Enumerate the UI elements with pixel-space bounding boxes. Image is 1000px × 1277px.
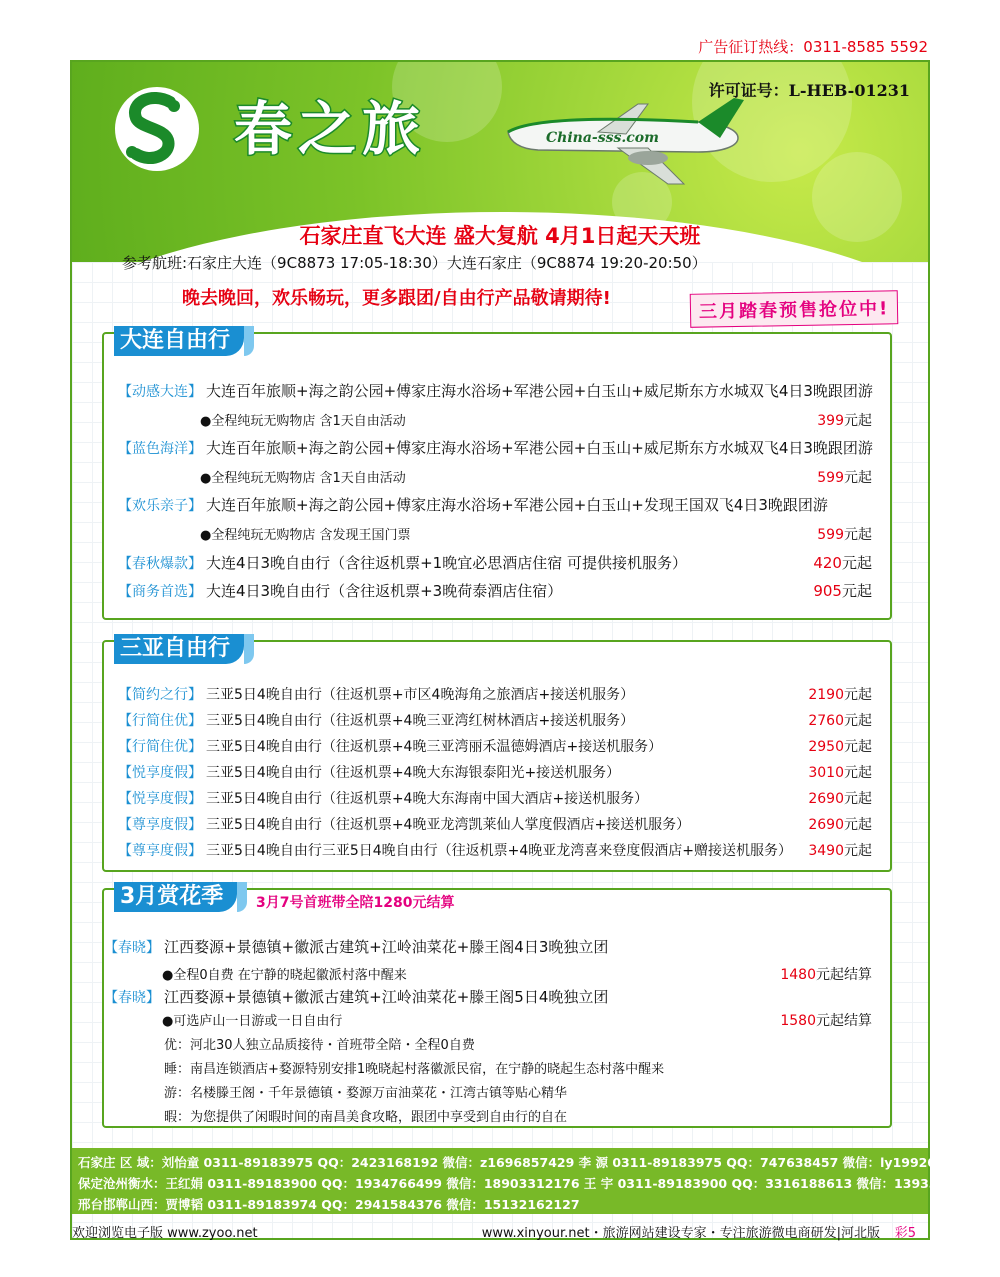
contact-footer <box>72 1148 990 1214</box>
list-item: 【悦享度假】 三亚5日4晚自由行（往返机票+4晚大东海南中国大酒店+接送机服务） 2690元起 <box>118 791 872 807</box>
promo-badge: 三月踏春预售抢位中! <box>690 290 899 328</box>
brand-name: 春之旅 <box>234 95 427 163</box>
flower-season-section <box>102 884 892 1128</box>
airplane-icon <box>498 92 758 192</box>
list-item: 【尊享度假】 三亚5日4晚自由行（往返机票+4晚亚龙湾凯莱仙人掌度假酒店+接送机服务） 2690元起 <box>118 817 872 833</box>
list-item: 【简约之行】 三亚5日4晚自由行（往返机票+市区4晚海角之旅酒店+接送机服务） 2190元起 <box>118 687 872 703</box>
list-item: 【尊享度假】 三亚5日4晚自由行三亚5日4晚自由行（往返机票+4晚亚龙湾喜来登度假酒店+赠接送机服务） 3490元起 <box>118 843 872 859</box>
list-item-detail: ●全程0自费 在宁静的晓起徽派村落中醒来 1480元起结算 <box>162 967 872 983</box>
list-item-detail: ●可选庐山一日游或一日自由行 1580元起结算 <box>162 1013 872 1029</box>
list-item: 【春晓】 江西婺源+景德镇+徽派古建筑+江岭油菜花+滕王阁5日4晚独立团 <box>104 988 609 1006</box>
ad-hotline: 广告征订热线：0311-8585 5592 <box>698 38 928 56</box>
page-number: 彩5 <box>894 1226 916 1241</box>
list-item: 【春晓】 江西婺源+景德镇+徽派古建筑+江岭油菜花+滕王阁4日3晚独立团 <box>104 938 609 956</box>
slogan: 晚去晚回，欢乐畅玩，更多跟团/自由行产品敬请期待! <box>182 288 611 309</box>
list-item-detail: ●全程纯玩无购物店 含1天自由活动 399元起 <box>200 413 872 429</box>
ebook-link[interactable]: 欢迎浏览电子版 www.zyoo.net <box>72 1226 258 1241</box>
site-link[interactable]: www.xinyour.net・旅游网站建设专家・专注旅游微电商研发|河北版 <box>481 1226 880 1241</box>
section-note: 3月7号首班带全陪1280元结算 <box>256 895 455 911</box>
contact-line: 保定沧州衡水：王红娟 0311-89183900 QQ：1934766499 微信：18903312176 王 宇 0311-89183900 QQ：3316188613 微信：13933132015 <box>78 1176 990 1191</box>
list-item: 【悦享度假】 三亚5日4晚自由行（往返机票+4晚大东海银泰阳光+接送机服务） 3010元起 <box>118 765 872 781</box>
headline: 石家庄直飞大连 盛大复航 4月1日起天天班 <box>299 224 701 248</box>
list-item: 【行简住优】 三亚5日4晚自由行（往返机票+4晚三亚湾丽禾温德姆酒店+接送机服务） 2950元起 <box>118 739 872 755</box>
list-item-detail: ●全程纯玩无购物店 含发现王国门票 599元起 <box>200 527 872 543</box>
feature-line: 游：名楼滕王阁・千年景德镇・婺源万亩油菜花・江湾古镇等贴心精华 <box>164 1086 568 1101</box>
list-item: 【动感大连】 大连百年旅顺+海之韵公园+傅家庄海水浴场+军港公园+白玉山+威尼斯东方水城双飞4日3晚跟团游 <box>118 382 873 400</box>
license-number: 许可证号：L-HEB-01231 <box>708 81 910 100</box>
sanya-section <box>102 636 892 872</box>
section-title: 三亚自由行 <box>114 634 244 664</box>
list-item: 【蓝色海洋】 大连百年旅顺+海之韵公园+傅家庄海水浴场+军港公园+白玉山+威尼斯东方水城双飞4日3晚跟团游 <box>118 439 873 457</box>
list-item: 【商务首选】 大连4日3晚自由行（含往返机票+3晚荷泰酒店住宿） 905元起 <box>118 582 872 600</box>
contact-line: 石家庄 区 域：刘怡童 0311-89183975 QQ：2423168192 微信：z1696857429 李 源 0311-89183975 QQ：747638457 微信：ly19920518ly <box>78 1155 975 1170</box>
dalian-section <box>102 328 892 620</box>
section-title: 大连自由行 <box>114 326 244 356</box>
brand-logo-icon <box>112 84 202 174</box>
feature-line: 睡：南昌连锁酒店+婺源特别安排1晚晓起村落徽派民宿，在宁静的晓起生态村落中醒来 <box>164 1062 665 1077</box>
contact-line: 邢台邯郸山西：贾博韬 0311-89183974 QQ：2941584376 微信：15132162127 <box>78 1197 580 1212</box>
flyer-page <box>70 60 990 1240</box>
list-item: 【春秋爆款】 大连4日3晚自由行（含往返机票+1晚宜必思酒店住宿 可提供接机服务） 420元起 <box>118 554 872 572</box>
flight-info: 参考航班:石家庄大连（9C8873 17:05-18:30）大连石家庄（9C8874 19:20-20:50） <box>122 254 707 272</box>
list-item-detail: ●全程纯玩无购物店 含1天自由活动 599元起 <box>200 470 872 486</box>
list-item: 【欢乐亲子】 大连百年旅顺+海之韵公园+傅家庄海水浴场+军港公园+白玉山+发现王国双飞4日3晚跟团游 <box>118 496 828 514</box>
feature-line: 优：河北30人独立品质接待・首班带全陪・全程0自费 <box>164 1038 475 1053</box>
svg-text:China-sss.com: China-sss.com <box>546 130 659 146</box>
list-item: 【行简住优】 三亚5日4晚自由行（往返机票+4晚三亚湾红树林酒店+接送机服务） 2760元起 <box>118 713 872 729</box>
section-title: 3月赏花季 <box>114 882 237 912</box>
feature-line: 暇：为您提供了闲暇时间的南昌美食攻略，跟团中享受到自由行的自在 <box>164 1110 568 1125</box>
